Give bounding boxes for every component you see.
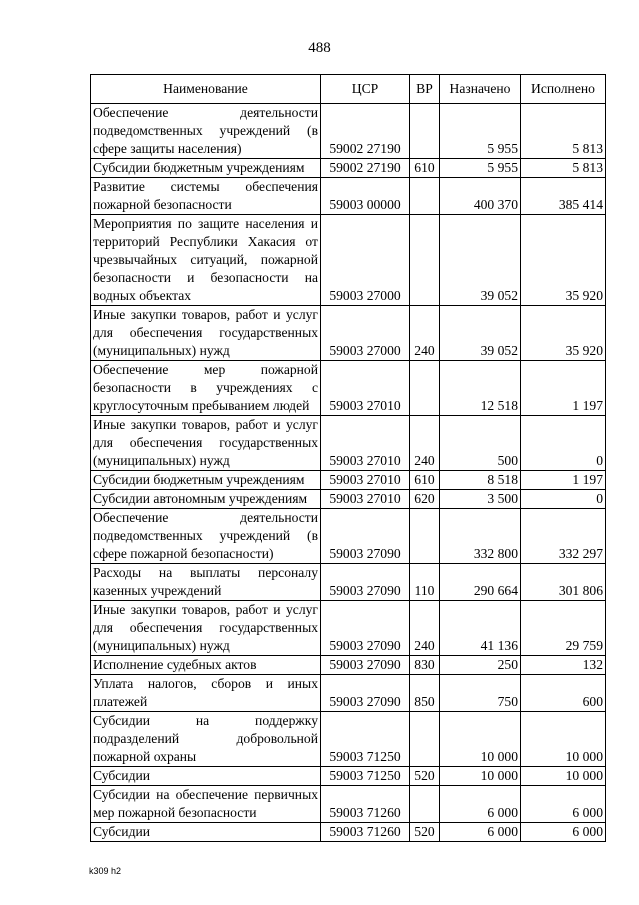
cell-assigned: 12 518 [440, 361, 521, 416]
table-row [91, 823, 606, 842]
header-vr: ВР [410, 75, 440, 104]
cell-csr: 59003 71260 [321, 786, 410, 823]
table-row [91, 361, 606, 416]
table-row [91, 159, 606, 178]
cell-csr: 59003 27090 [321, 656, 410, 675]
table-row [91, 712, 606, 767]
cell-assigned: 8 518 [440, 471, 521, 490]
table-row [91, 178, 606, 215]
cell-csr: 59003 27010 [321, 471, 410, 490]
cell-csr: 59003 00000 [321, 178, 410, 215]
cell-executed: 29 759 [521, 601, 606, 656]
cell-name: Обеспечение деятельности подведомственных учреждений (в сфере защиты населения) [91, 104, 321, 159]
cell-assigned: 39 052 [440, 306, 521, 361]
cell-name: Уплата налогов, сборов и иных платежей [91, 675, 321, 712]
table-body [91, 104, 606, 842]
cell-executed: 6 000 [521, 823, 606, 842]
cell-csr: 59003 27010 [321, 361, 410, 416]
cell-assigned: 5 955 [440, 159, 521, 178]
cell-name: Расходы на выплаты персоналу казенных учреждений [91, 564, 321, 601]
budget-table [90, 74, 606, 842]
table-row [91, 471, 606, 490]
table-row [91, 675, 606, 712]
cell-vr: 850 [410, 675, 440, 712]
cell-vr [410, 712, 440, 767]
cell-executed: 132 [521, 656, 606, 675]
cell-assigned: 5 955 [440, 104, 521, 159]
cell-vr: 520 [410, 767, 440, 786]
cell-vr [410, 786, 440, 823]
cell-name: Субсидии автономным учреждениям [91, 490, 321, 509]
cell-csr: 59002 27190 [321, 159, 410, 178]
cell-executed: 1 197 [521, 361, 606, 416]
table-row [91, 416, 606, 471]
cell-name: Иные закупки товаров, работ и услуг для обеспечения государственных (муниципальных) нужд [91, 416, 321, 471]
table-row [91, 767, 606, 786]
cell-csr: 59003 27090 [321, 509, 410, 564]
cell-assigned: 39 052 [440, 215, 521, 306]
cell-name: Исполнение судебных актов [91, 656, 321, 675]
table-row [91, 564, 606, 601]
header-assigned: Назначено [440, 75, 521, 104]
cell-vr [410, 509, 440, 564]
table-row [91, 656, 606, 675]
cell-assigned: 250 [440, 656, 521, 675]
cell-executed: 600 [521, 675, 606, 712]
cell-vr: 830 [410, 656, 440, 675]
cell-assigned: 750 [440, 675, 521, 712]
cell-vr: 110 [410, 564, 440, 601]
header-csr: ЦСР [321, 75, 410, 104]
cell-executed: 301 806 [521, 564, 606, 601]
cell-executed: 0 [521, 490, 606, 509]
cell-name: Обеспечение мер пожарной безопасности в учреждениях с круглосуточным пребыванием людей [91, 361, 321, 416]
cell-vr [410, 104, 440, 159]
cell-vr [410, 215, 440, 306]
cell-assigned: 6 000 [440, 823, 521, 842]
cell-csr: 59003 71250 [321, 712, 410, 767]
cell-csr: 59002 27190 [321, 104, 410, 159]
cell-name: Субсидии бюджетным учреждениям [91, 159, 321, 178]
cell-executed: 332 297 [521, 509, 606, 564]
footer-code: k309 h2 [89, 866, 122, 876]
header-executed: Исполнено [521, 75, 606, 104]
cell-executed: 10 000 [521, 767, 606, 786]
cell-executed: 10 000 [521, 712, 606, 767]
cell-assigned: 332 800 [440, 509, 521, 564]
header-name: Наименование [91, 75, 321, 104]
table-row [91, 601, 606, 656]
cell-vr: 240 [410, 416, 440, 471]
table-header-row [91, 75, 606, 104]
cell-name: Субсидии бюджетным учреждениям [91, 471, 321, 490]
cell-vr: 610 [410, 159, 440, 178]
cell-executed: 6 000 [521, 786, 606, 823]
cell-assigned: 500 [440, 416, 521, 471]
cell-vr: 610 [410, 471, 440, 490]
table-row [91, 509, 606, 564]
cell-assigned: 400 370 [440, 178, 521, 215]
cell-name: Обеспечение деятельности подведомственных учреждений (в сфере пожарной безопасности) [91, 509, 321, 564]
cell-executed: 0 [521, 416, 606, 471]
cell-executed: 385 414 [521, 178, 606, 215]
cell-executed: 5 813 [521, 104, 606, 159]
cell-executed: 35 920 [521, 306, 606, 361]
cell-assigned: 10 000 [440, 767, 521, 786]
cell-vr: 240 [410, 601, 440, 656]
cell-name: Иные закупки товаров, работ и услуг для обеспечения государственных (муниципальных) нужд [91, 601, 321, 656]
cell-vr [410, 361, 440, 416]
cell-executed: 1 197 [521, 471, 606, 490]
cell-executed: 35 920 [521, 215, 606, 306]
cell-name: Субсидии [91, 767, 321, 786]
cell-name: Развитие системы обеспечения пожарной безопасности [91, 178, 321, 215]
page-number: 488 [308, 40, 331, 56]
cell-assigned: 10 000 [440, 712, 521, 767]
cell-csr: 59003 27000 [321, 306, 410, 361]
table-row [91, 104, 606, 159]
cell-csr: 59003 27010 [321, 416, 410, 471]
cell-assigned: 41 136 [440, 601, 521, 656]
table-row [91, 490, 606, 509]
cell-csr: 59003 27000 [321, 215, 410, 306]
cell-csr: 59003 71260 [321, 823, 410, 842]
cell-csr: 59003 27090 [321, 601, 410, 656]
cell-vr: 520 [410, 823, 440, 842]
table-row [91, 306, 606, 361]
cell-csr: 59003 27010 [321, 490, 410, 509]
cell-csr: 59003 71250 [321, 767, 410, 786]
cell-name: Иные закупки товаров, работ и услуг для обеспечения государственных (муниципальных) нужд [91, 306, 321, 361]
cell-name: Субсидии [91, 823, 321, 842]
cell-csr: 59003 27090 [321, 564, 410, 601]
cell-assigned: 290 664 [440, 564, 521, 601]
cell-name: Мероприятия по защите населения и территорий Республики Хакасия от чрезвычайных ситуаций, пожарной безопасности и безопасности на водных объектах [91, 215, 321, 306]
cell-vr: 620 [410, 490, 440, 509]
cell-assigned: 6 000 [440, 786, 521, 823]
cell-vr: 240 [410, 306, 440, 361]
cell-name: Субсидии на обеспечение первичных мер пожарной безопасности [91, 786, 321, 823]
cell-executed: 5 813 [521, 159, 606, 178]
cell-name: Субсидии на поддержку подразделений добровольной пожарной охраны [91, 712, 321, 767]
cell-vr [410, 178, 440, 215]
cell-assigned: 3 500 [440, 490, 521, 509]
table-row [91, 786, 606, 823]
cell-csr: 59003 27090 [321, 675, 410, 712]
table-row [91, 215, 606, 306]
